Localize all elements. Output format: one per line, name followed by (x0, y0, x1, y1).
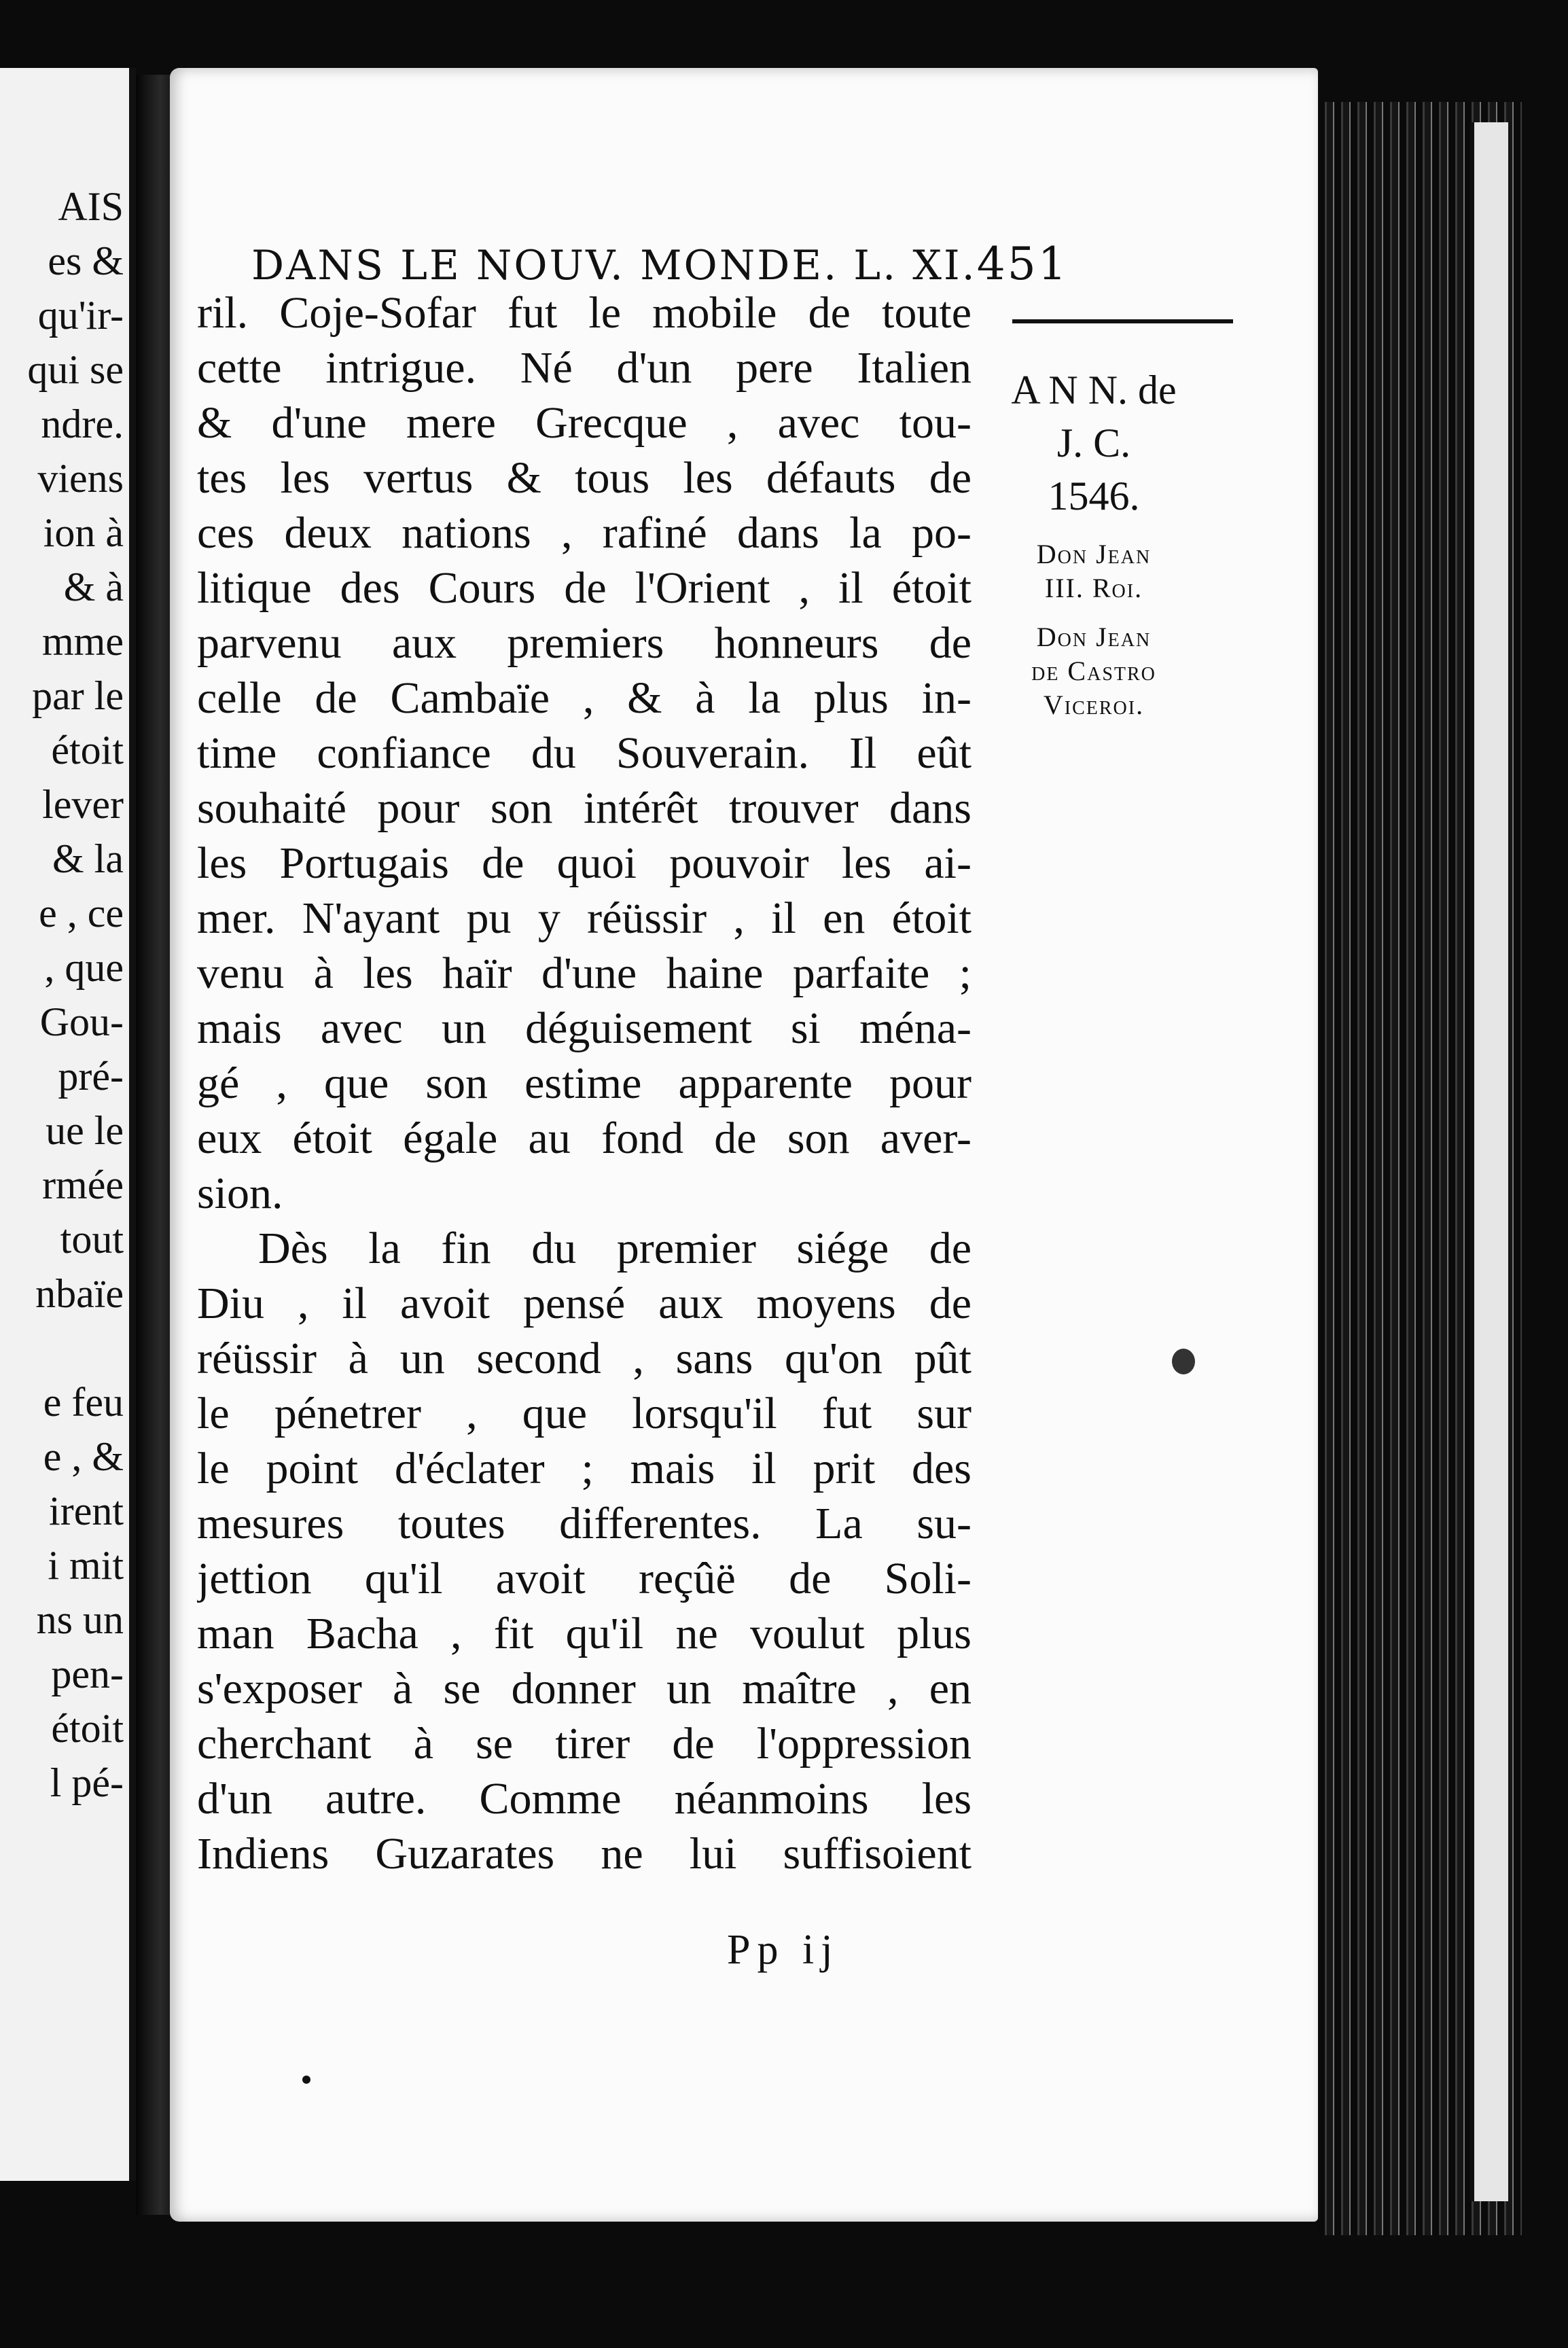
margin-king: Don Jean (1036, 539, 1152, 569)
text-line: & d'une mere Grecque , avec tou- (197, 398, 972, 448)
text-line: eux étoit égale au fond de son aver- (197, 1114, 972, 1163)
left-page-line: e , ce (39, 891, 124, 936)
text-line: litique des Cours de l'Orient , il étoit (197, 563, 972, 613)
left-page-line: Gou- (39, 999, 124, 1044)
margin-era: J. C. (1056, 421, 1131, 465)
text-line: Indiens Guzarates ne lui suffisoient (197, 1829, 972, 1879)
running-head-title: DANS LE NOUV. MONDE. L. XI. (251, 242, 977, 289)
text-line: jettion qu'il avoit reçûë de Soli- (197, 1554, 972, 1603)
left-page-line: mme (42, 619, 124, 664)
text-line: celle de Cambaïe , & à la plus in- (197, 673, 972, 723)
text-line-paragraph-start: Dès la fin du premier siége de (258, 1224, 972, 1273)
margin-viceroy: Don Jean (1036, 622, 1152, 652)
left-page-line: nbaïe (35, 1271, 124, 1316)
text-line: tes les vertus & tous les défauts de (197, 453, 972, 503)
page-number: 451 (976, 238, 1069, 290)
left-page-line: rmée (42, 1162, 124, 1207)
left-page-line: étoit (51, 1706, 124, 1751)
text-line: s'exposer à se donner un maître , en (197, 1664, 972, 1713)
text-line: le pénetrer , que lorsqu'il fut sur (197, 1389, 972, 1438)
signature-mark: Pp ij (727, 1927, 840, 1973)
left-page-line: étoit (51, 728, 124, 772)
text-line: les Portugais de quoi pouvoir les ai- (197, 838, 972, 888)
left-page-line: par le (32, 673, 124, 718)
margin-notes (978, 363, 1209, 722)
text-line: d'un autre. Comme néanmoins les (197, 1774, 972, 1824)
left-page-line: ion à (43, 510, 124, 555)
text-line: réüssir à un second , sans qu'on pût (197, 1334, 972, 1383)
margin-king: III. Roi. (1044, 573, 1143, 603)
left-page-line: ns un (36, 1597, 124, 1642)
text-line: sion. (197, 1169, 283, 1218)
left-page-line: qu'ir- (37, 293, 124, 338)
left-page-line: qui se (27, 347, 124, 392)
left-page-line: irent (49, 1489, 124, 1533)
page-edge-strip (1470, 122, 1508, 2201)
margin-viceroy: de Castro (1031, 656, 1156, 686)
body-text (197, 285, 972, 1881)
text-line: mais avec un déguisement si ména- (197, 1003, 972, 1053)
left-page-line: lever (42, 782, 124, 827)
left-page-line: viens (37, 456, 124, 501)
left-page-line: es & (48, 238, 124, 283)
left-page-line: e , & (43, 1434, 124, 1479)
left-page-line: & à (63, 565, 124, 609)
text-line: mer. N'ayant pu y réüssir , il en étoit (197, 893, 972, 943)
left-page-line: pen- (51, 1652, 124, 1696)
text-line: cette intrigue. Né d'un pere Italien (197, 343, 972, 393)
left-page-line: , que (44, 945, 124, 990)
text-line: cherchant à se tirer de l'oppression (197, 1719, 972, 1768)
left-page-line: tout (60, 1217, 124, 1262)
ink-speck (1172, 1349, 1195, 1374)
left-page-line: AIS (58, 184, 124, 229)
left-page-line: & la (52, 836, 124, 881)
text-line: venu à les haïr d'une haine parfaite ; (197, 948, 972, 998)
left-page-line: ndre. (41, 402, 124, 446)
text-line: mesures toutes differentes. La su- (197, 1499, 972, 1548)
text-line: ril. Coje-Sofar fut le mobile de toute (197, 288, 972, 338)
text-line: man Bacha , fit qu'il ne voulut plus (197, 1609, 972, 1658)
text-line: gé , que son estime apparente pour (197, 1059, 972, 1108)
left-page-line: ue le (46, 1108, 124, 1153)
margin-year: 1546. (1048, 474, 1140, 518)
left-page-line: pré- (58, 1054, 124, 1099)
text-line: time confiance du Souverain. Il eût (197, 728, 972, 778)
text-line: le point d'éclater ; mais il prit des (197, 1444, 972, 1493)
margin-rule (1012, 319, 1233, 323)
text-line: ces deux nations , rafiné dans la po- (197, 508, 972, 558)
left-page-line: i mit (48, 1543, 124, 1588)
left-facing-page (0, 68, 136, 2181)
margin-viceroy: Viceroi. (1043, 690, 1145, 720)
text-line: souhaité pour son intérêt trouver dans (197, 783, 972, 833)
running-head (251, 238, 1069, 290)
left-page-line: e feu (43, 1380, 124, 1425)
text-line: parvenu aux premiers honneurs de (197, 618, 972, 668)
margin-year-label: A N N. de (1011, 368, 1177, 412)
page-edges (1318, 102, 1522, 2235)
text-line: Diu , il avoit pensé aux moyens de (197, 1279, 972, 1328)
left-page-line: l pé- (50, 1760, 124, 1805)
ink-speck (302, 2076, 310, 2084)
